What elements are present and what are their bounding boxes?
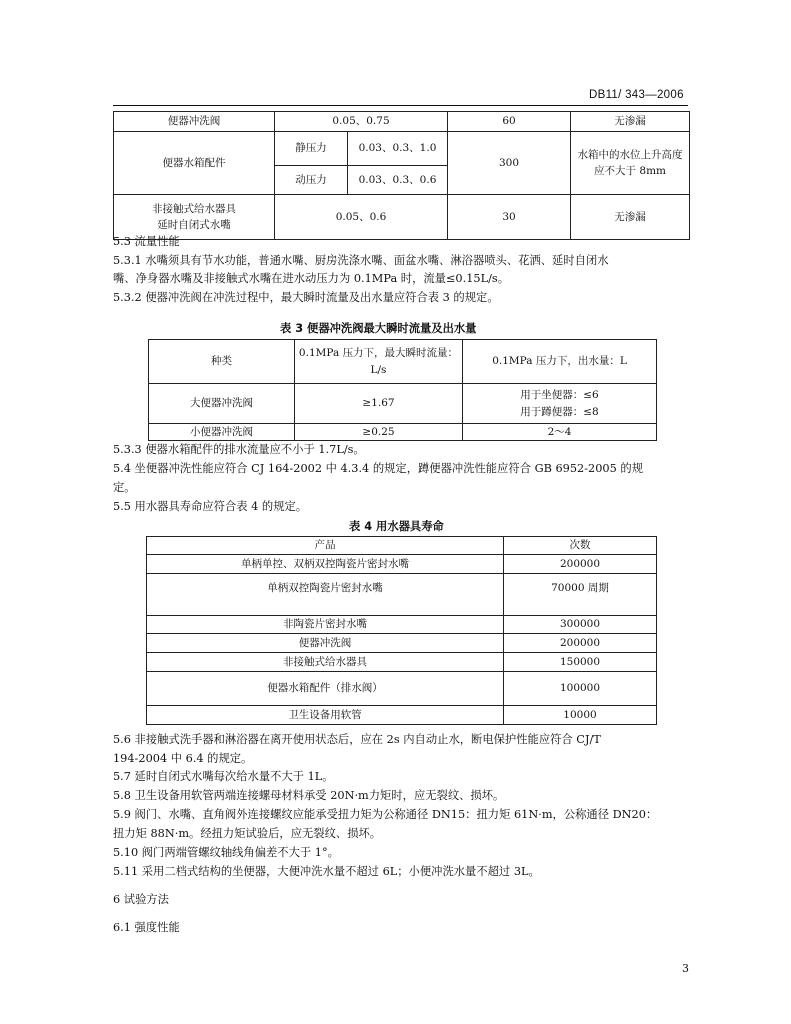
table-row — [149, 384, 657, 424]
section-heading: 5.3 流量性能 — [113, 235, 180, 248]
paragraph: 5.10 阀门两端管螺纹轴线角偏差不大于 1°。 — [113, 846, 339, 859]
table-row — [149, 340, 657, 384]
table-row — [147, 616, 657, 634]
table-cell: 无渗漏 — [571, 195, 690, 240]
section-heading: 6.1 强度性能 — [113, 921, 180, 934]
header-rule — [113, 105, 688, 106]
cell-line: 应不大于 8mm — [594, 165, 666, 177]
paragraph: 5.7 延时自闭式水嘴每次给水量不大于 1L。 — [113, 770, 334, 783]
table-cell: 30 — [448, 195, 571, 240]
table-cell: 60 — [448, 112, 571, 132]
paragraph: 5.6 非接触式洗手器和淋浴器在离开使用状态后，应在 2s 内自动止水，断电保护性能应符合 CJ/T — [113, 733, 601, 746]
paragraph: 5.3.1 水嘴须具有节水功能，普通水嘴、厨房洗涤水嘴、面盆水嘴、淋浴器喷头、花洒、延时自闭水 — [113, 254, 609, 267]
flush-valve-table — [148, 339, 657, 441]
cell-line: 0.1MPa 压力下，最大瞬时流量： — [298, 347, 459, 360]
pressure-test-table — [113, 111, 690, 240]
paragraph: 扭力矩 88N·m。经扭力矩试验后，应无裂纹、损坏。 — [113, 827, 382, 840]
table-cell: 静压力 — [275, 132, 348, 166]
table-header-cell: 种类 — [149, 340, 295, 384]
table-cell: 70000 周期 — [504, 574, 657, 616]
paragraph: 定。 — [113, 481, 136, 494]
table-row — [114, 195, 690, 240]
table-row — [147, 555, 657, 574]
table-cell: 便器水箱配件（排水阀） — [147, 672, 504, 706]
table-cell: 单柄单控、双柄双控陶瓷片密封水嘴 — [147, 555, 504, 574]
table-header-cell: 产品 — [147, 537, 504, 555]
table-cell: 动压力 — [275, 166, 348, 195]
cell-line: 非接触式给水器具 — [152, 202, 236, 215]
table-cell: 非陶瓷片密封水嘴 — [147, 616, 504, 634]
table-cell: 0.05、0.6 — [275, 195, 448, 240]
table-header-cell: 次数 — [504, 537, 657, 555]
table-cell: 卫生设备用软管 — [147, 706, 504, 725]
table-cell: 100000 — [504, 672, 657, 706]
table-cell: 10000 — [504, 706, 657, 725]
paragraph: 5.3.3 便器水箱配件的排水流量应不小于 1.7L/s。 — [113, 443, 365, 456]
table-row — [147, 706, 657, 725]
table-row — [147, 574, 657, 616]
table-cell: ≥1.67 — [295, 384, 463, 424]
cell-line: 用于坐便器：≤6 — [520, 389, 599, 402]
table-caption: 表 3 便器冲洗阀最大瞬时流量及出水量 — [280, 322, 477, 335]
table-cell: 便器水箱配件 — [114, 132, 275, 195]
table-header-cell: 0.1MPa 压力下，出水量：L — [463, 340, 657, 384]
table-cell: 便器冲洗阀 — [147, 634, 504, 653]
table-cell: 200000 — [504, 555, 657, 574]
table-cell: 300000 — [504, 616, 657, 634]
cell-line: 用于蹲便器：≤8 — [520, 405, 599, 418]
table-row — [147, 653, 657, 672]
table-cell: 单柄双控陶瓷片密封水嘴 — [147, 574, 504, 616]
table-row — [114, 132, 690, 166]
table-cell — [114, 195, 275, 240]
service-life-table — [146, 536, 657, 725]
standard-code: DB11/ 343—2006 — [589, 89, 684, 101]
table-cell: 300 — [448, 132, 571, 195]
table-row — [147, 537, 657, 555]
table-row — [147, 672, 657, 706]
table-row — [114, 112, 690, 132]
cell-line: 延时自闭式水嘴 — [157, 219, 231, 231]
table-row — [147, 634, 657, 653]
table-caption: 表 4 用水器具寿命 — [349, 520, 444, 533]
table-cell — [571, 132, 690, 195]
table-cell: 大便器冲洗阀 — [149, 384, 295, 424]
table-cell: 0.03、0.3、1.0 — [348, 132, 448, 166]
table-row — [149, 424, 657, 441]
paragraph: 5.4 坐便器冲洗性能应符合 CJ 164-2002 中 4.3.4 的规定，蹲便器冲洗性能应符合 GB 6952-2005 的规 — [113, 462, 643, 475]
paragraph: 5.3.2 便器冲洗阀在冲洗过程中，最大瞬时流量及出水量应符合表 3 的规定。 — [113, 291, 499, 304]
paragraph: 5.5 用水器具寿命应符合表 4 的规定。 — [113, 500, 308, 513]
section-heading: 6 试验方法 — [113, 893, 169, 906]
table-cell: 2～4 — [463, 424, 657, 441]
paragraph: 5.8 卫生设备用软管两端连接螺母材料承受 20N·m力矩时，应无裂纹、损坏。 — [113, 789, 505, 802]
table-header-cell — [295, 340, 463, 384]
table-cell: 无渗漏 — [571, 112, 690, 132]
paragraph: 194-2004 中 6.4 的规定。 — [113, 752, 253, 765]
paragraph: 5.9 阀门、水嘴、直角阀外连接螺纹应能承受扭力矩为公称通径 DN15：扭力矩 61N·m，公称通径 DN20： — [113, 808, 658, 821]
table-cell: 非接触式给水器具 — [147, 653, 504, 672]
page-number: 3 — [682, 962, 689, 975]
table-cell: 150000 — [504, 653, 657, 672]
table-cell: 200000 — [504, 634, 657, 653]
paragraph: 嘴、净身器水嘴及非接触式水嘴在进水动压力为 0.1MPa 时，流量≤0.15L/s。 — [113, 272, 509, 285]
table-cell: ≥0.25 — [295, 424, 463, 441]
table-cell — [463, 384, 657, 424]
table-cell: 小便器冲洗阀 — [149, 424, 295, 441]
table-cell: 0.03、0.3、0.6 — [348, 166, 448, 195]
table-cell: 便器冲洗阀 — [114, 112, 275, 132]
cell-line: 水箱中的水位上升高度 — [577, 148, 683, 161]
table-cell: 0.05、0.75 — [275, 112, 448, 132]
cell-line: L/s — [370, 363, 387, 376]
paragraph: 5.11 采用二档式结构的坐便器，大便冲洗水量不超过 6L；小便冲洗水量不超过 3L。 — [113, 865, 540, 878]
